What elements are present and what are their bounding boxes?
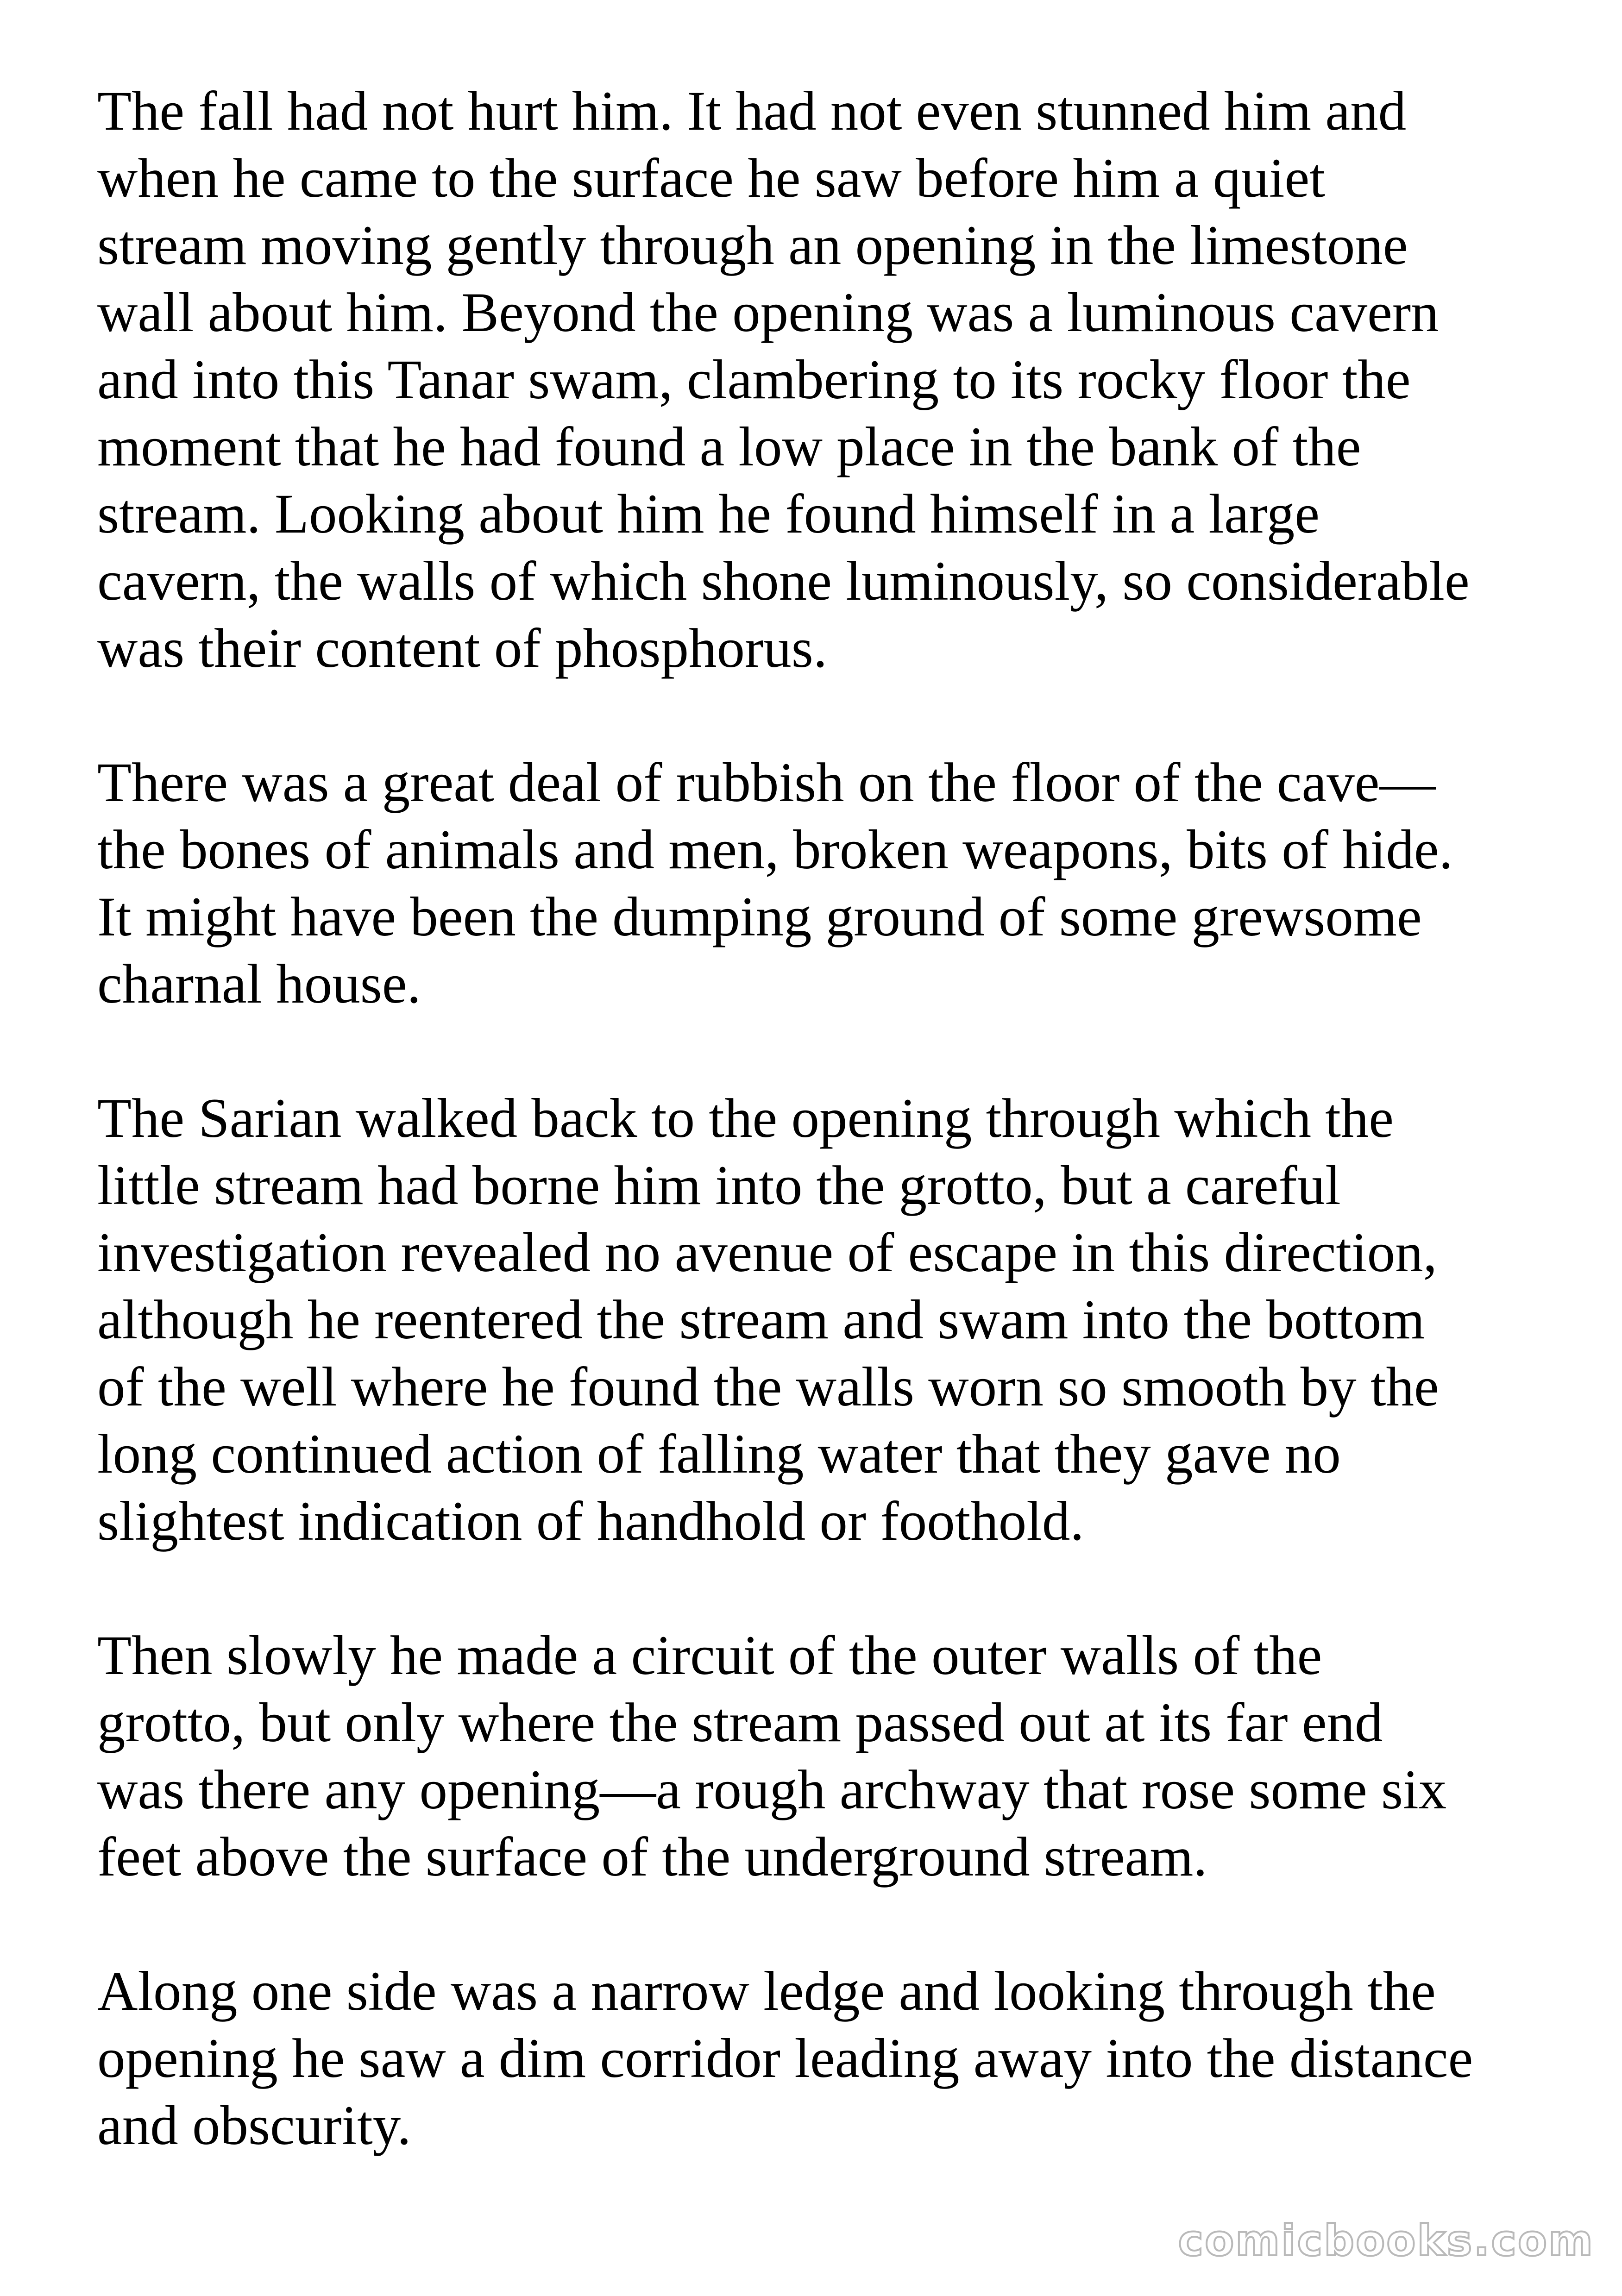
text-line: long continued action of falling water that they gave no [97, 1423, 1341, 1485]
text-line: The Sarian walked back to the opening through which the [97, 1087, 1394, 1149]
text-line: was their content of phosphorus. [97, 617, 828, 679]
text-line: when he came to the surface he saw before him a quiet [97, 147, 1325, 209]
paragraph-1 [97, 78, 1542, 682]
text-line: feet above the surface of the underground stream. [97, 1826, 1207, 1888]
text-line: and into this Tanar swam, clambering to its rocky floor the [97, 349, 1411, 411]
text-line: was there any opening—a rough archway that rose some six [97, 1759, 1447, 1821]
text-line: cavern, the walls of which shone luminously, so considerable [97, 550, 1470, 612]
text-line: and obscurity. [97, 2095, 411, 2157]
text-line: The fall had not hurt him. It had not even stunned him and [97, 80, 1407, 142]
text-line: little stream had borne him into the grotto, but a careful [97, 1154, 1341, 1217]
paragraph-5 [97, 1958, 1542, 2159]
text-line: slightest indication of handhold or foothold. [97, 1490, 1084, 1552]
text-line: opening he saw a dim corridor leading away into the distance [97, 2027, 1473, 2089]
text-line: moment that he had found a low place in the bank of the [97, 416, 1361, 478]
text-line: stream. Looking about him he found himself in a large [97, 483, 1320, 545]
text-line: stream moving gently through an opening in the limestone [97, 214, 1408, 276]
text-line: There was a great deal of rubbish on the floor of the cave— [97, 752, 1436, 814]
paragraph-4 [97, 1622, 1542, 1891]
text-line: the bones of animals and men, broken weapons, bits of hide. [97, 819, 1453, 881]
text-line: It might have been the dumping ground of some grewsome [97, 886, 1422, 948]
text-line: Along one side was a narrow ledge and looking through the [97, 1960, 1436, 2022]
text-line: investigation revealed no avenue of escape in this direction, [97, 1222, 1437, 1284]
text-line: of the well where he found the walls worn so smooth by the [97, 1356, 1439, 1418]
body-text [97, 78, 1542, 2227]
watermark-logo: comicbooks.com [1178, 2216, 1594, 2265]
text-line: Then slowly he made a circuit of the outer walls of the [97, 1625, 1322, 1687]
text-line: wall about him. Beyond the opening was a luminous cavern [97, 282, 1439, 344]
text-line: charnal house. [97, 953, 421, 1015]
text-line: although he reentered the stream and swam into the bottom [97, 1289, 1425, 1351]
paragraph-2 [97, 749, 1542, 1018]
paragraph-3 [97, 1085, 1542, 1555]
text-line: grotto, but only where the stream passed out at its far end [97, 1692, 1383, 1754]
